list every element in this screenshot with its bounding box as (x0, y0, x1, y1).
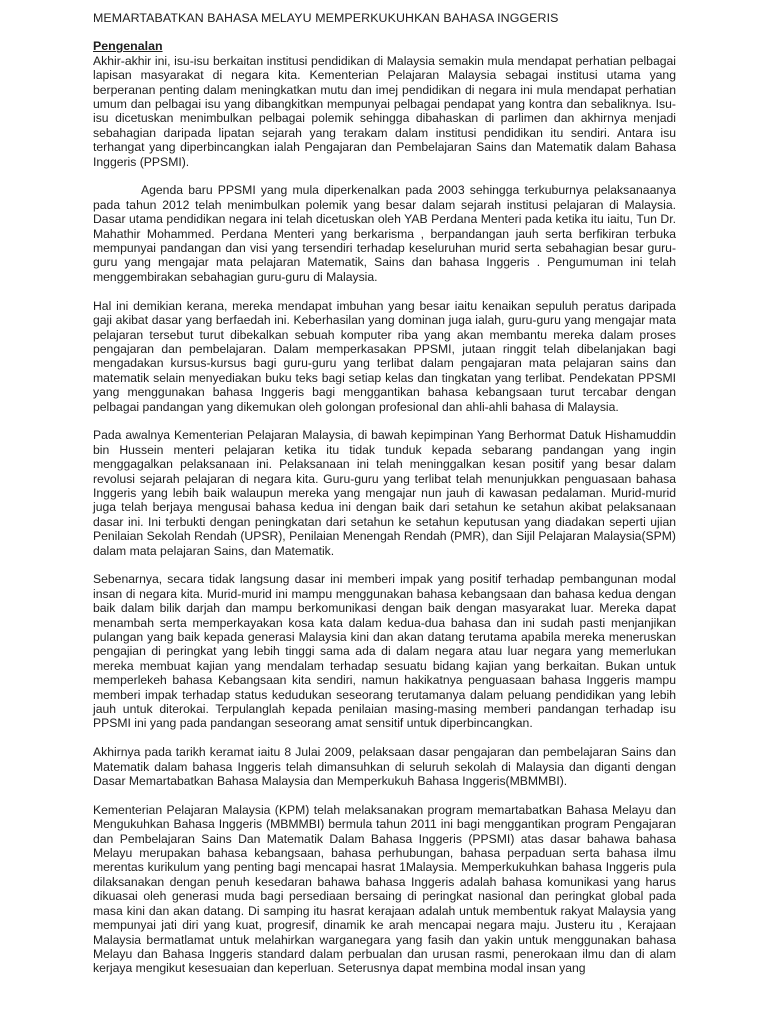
paragraph-mbmmbi-program: Kementerian Pelajaran Malaysia (KPM) telah melaksanakan program memartabatkan Bahasa Melayu dan Mengukuhkan Bahasa Inggeris (MBMMBI) bermula tahun 2011 ini bagi menggantikan program Pengajaran dan Pembelajaran Sains Dan Matematik Dalam Bahasa Inggeris (PPSMI) atas dasar bahawa bahasa Melayu merupakan bahasa kebangsaan, bahasa perhubungan, bahasa perpaduan serta bahasa ilmu merentas kurikulum yang penting bagi mencapai hasrat 1Malaysia. Memperkukuhkan bahasa Inggeris pula dilaksanakan dengan penuh kesedaran bahawa bahasa Inggeris adalah bahasa komunikasi yang harus dikuasai oleh generasi muda bagi persediaan bersaing di peringkat nasional dan peringkat global pada masa kini dan akan datang. Di samping itu hasrat kerajaan adalah untuk membentuk rakyat Malaysia yang mempunyai jati diri yang kuat, progresif, dinamik ke arah mencapai negara maju. Justeru itu , Kerajaan Malaysia bermatlamat untuk melahirkan warganegara yang fasih dan yakin untuk menggunakan bahasa Melayu dan Bahasa Inggeris standard dalam perbualan dan urusan rasmi, penerokaan ilmu dan di alam kerjaya mengikut kesesuaian dan keperluan. Seterusnya dapat membina modal insan yang (93, 802, 676, 976)
paragraph-ppsmi-agenda: Agenda baru PPSMI yang mula diperkenalkan pada 2003 sehingga terkuburnya pelaksanaanya pada tahun 2012 telah menimbulkan polemik yang besar dalam sejarah institusi pelajaran di Malaysia. Dasar utama pendidikan negara ini telah dicetuskan oleh YAB Perdana Menteri pada ketika itu iaitu, Tun Dr. Mahathir Mohammed. Perdana Menteri yang berkarisma , berpandangan jauh serta berfikiran terbuka mempunyai pandangan dan visi yang tersendiri terhadap keseluruhan murid serta sebahagian besar guru-guru yang mengajar mata pelajaran Matematik, Sains dan bahasa Inggeris . Pengumuman ini telah menggembirakan sebahagian guru-guru di Malaysia. (93, 183, 676, 284)
section-heading: Pengenalan (93, 39, 163, 54)
document-title: MEMARTABATKAN BAHASA MELAYU MEMPERKUKUHKAN BAHASA INGGERIS (93, 11, 559, 25)
paragraph-human-capital-impact: Sebenarnya, secara tidak langsung dasar ini memberi impak yang positif terhadap pembangunan modal insan di negara kita. Murid-murid ini mampu menggunakan bahasa kebangsaan dan bahasa kedua dengan baik dalam bilik darjah dan mampu berkomunikasi dengan baik dengan masyarakat luar. Mereka dapat menambah serta memperkayakan kosa kata dalam kedua-dua bahasa dan ini sudah pasti menjanjikan pulangan yang baik kepada generasi Malaysia kini dan akan datang terutama apabila mereka meneruskan pengajian di peringkat yang lebih tinggi sama ada di dalam negara atau luar negara yang memerlukan mereka membuat kajian yang mendalam terhadap sesuatu bidang kajian yang berkaitan. Bukan untuk memperlekeh bahasa Kebangsaan kita sendiri, namun hakikatnya penguasaan bahasa Inggeris mampu memberi impak terhadap status kedudukan seseorang terutamanya dalam peluang pendidikan yang lebih jauh untuk diterokai. Terpulanglah kepada penilaian masing-masing memberi pandangan terhadap isu PPSMI ini yang pada pandangan seseorang amat sensitif untuk diperbincangkan. (93, 572, 676, 731)
paragraph-ministry-implementation: Pada awalnya Kementerian Pelajaran Malaysia, di bawah kepimpinan Yang Berhormat Datuk Hishamuddin bin Hussein menteri pelajaran ketika itu tidak tunduk kepada sebarang pandangan yang ingin menggagalkan pelaksanaan ini. Pelaksanaan ini telah meninggalkan kesan positif yang besar dalam revolusi sejarah pelajaran di negara kita. Guru-guru yang terlibat telah menunjukkan penguasaan bahasa Inggeris yang lebih baik walaupun mereka yang mengajar nun jauh di kawasan pedalaman. Murid-murid juga telah berjaya mengusai bahasa kedua ini dengan baik dari setahun ke setahun akibat pelaksanaan dasar ini. Ini terbukti dengan peningkatan dari setahun ke setahun keputusan yang diadakan seperti ujian Penilaian Sekolah Rendah (UPSR), Penilaian Menengah Rendah (PMR), dan Sijil Pelajaran Malaysia(SPM) dalam mata pelajaran Sains, dan Matematik. (93, 428, 676, 558)
paragraph-introduction: Akhir-akhir ini, isu-isu berkaitan institusi pendidikan di Malaysia semakin mula mendapat perhatian pelbagai lapisan masyarakat di negara kita. Kementerian Pelajaran Malaysia sebagai institusi utama yang berperanan penting dalam meningkatkan mutu dan imej pendidikan di negara ini mula mendapat perhatian umum dan pelbagai isu yang dibangkitkan mempunyai pelbagai pendapat yang kontra dan sebaliknya. Isu-isu dicetuskan menimbulkan pelbagai polemik sehingga dibahaskan di parlimen dan akhirnya menjadi sebahagian daripada lipatan sejarah yang terakam dalam institusi pendidikan itu sendiri. Antara isu terhangat yang diperbincangkan ialah Pengajaran dan Pembelajaran Sains dan Matematik dalam Bahasa Inggeris (PPSMI). (93, 53, 676, 169)
paragraph-teacher-incentives: Hal ini demikian kerana, mereka mendapat imbuhan yang besar iaitu kenaikan sepuluh peratus daripada gaji akibat dasar yang berfaedah ini. Keberhasilan yang dominan juga ialah, guru-guru yang mengajar mata pelajaran tersebut turut dibekalkan sebuah komputer riba yang akan membantu mereka dalam proses pengajaran dan pembelajaran. Dalam memperkasakan PPSMI, jutaan ringgit telah dibelanjakan bagi mengadakan kursus-kursus bagi guru-guru yang terlibat dalam pengajaran mata pelajaran sains dan matematik selain menyediakan buku teks bagi setiap kelas dan tingkatan yang terlibat. Pendekatan PPSMI yang menggunakan bahasa Inggeris bagi menggantikan bahasa kebangsaan turut tercabar dengan pelbagai pandangan yang dikemukan oleh golongan profesional dan ahli-ahli bahasa di Malaysia. (93, 298, 676, 414)
paragraph-abolition: Akhirnya pada tarikh keramat iaitu 8 Julai 2009, pelaksaan dasar pengajaran dan pembelajaran Sains dan Matematik dalam bahasa Inggeris telah dimansuhkan di seluruh sekolah di Malaysia dan diganti dengan Dasar Memartabatkan Bahasa Malaysia dan Memperkukuh Bahasa Inggeris(MBMMBI). (93, 745, 676, 789)
